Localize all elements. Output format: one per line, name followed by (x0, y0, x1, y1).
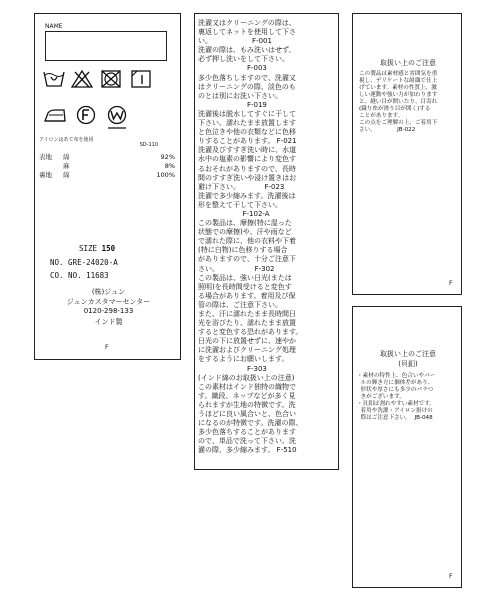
care-code: SD-110 (139, 142, 158, 148)
fold-mark: F (105, 344, 109, 351)
size-value: 150 (101, 244, 116, 253)
customer-center: ジュンカスタマーセンター (66, 298, 151, 306)
material-row: 裏地 綿 100% (39, 171, 175, 179)
country-of-origin: インド製 (94, 318, 123, 326)
fold-mark: F (449, 573, 453, 580)
name-field-box (45, 31, 167, 61)
care-label-shell-button-notice (352, 306, 462, 588)
iron-underline-icon (106, 126, 128, 130)
notice-title: 取扱い上のご注意 (380, 59, 436, 67)
iron-note: アイロンはあて布を使用 (39, 137, 94, 143)
fold-mark: F (449, 280, 453, 287)
notice-body: この製品は素材感と雰囲気を重 視し、デリケートな組織で仕上 げています。素材の性質上、激 しい運動や強い力が加わります と、縫い目が開いたり、目寄れ (織り糸が滑り目が開く)する ことがあります。 この点をご理解の上、ご着用下 さい。 JB-022 (359, 71, 438, 133)
line-dry-shade-icon (131, 70, 151, 88)
care-instructions-text: 洗濯又はクリーニングの際は、 裏返してネットを使用して下さ い。 F-001 洗濯の際は、もみ洗いはせず、 必ず押し洗いをして下さい。 F-003 多少色落ちしますので、洗濯又 はクリーニングの際、淡色のも のとは別にお洗い下さい。 F-019 洗濯後は脱水してすぐに干して 下さい。濡れたまま放置します と色泣きや他の衣類などに色移 りすることがあります。 F-021 洗濯及びすすぎ洗い時に、水道 水中の塩素の影響により変色す るおそれがありますので、長時 間のすすぎ洗いや浸け置きはお 避け下さい。 F-023 洗濯で多少縮みます。洗濯後は 形を整えて干して下さい。 F-102-A この製品は、摩擦(特に湿った 状態での摩擦)や、汗や雨など で濡れた際に、他の衣料や下着 (特に白物)に色移りする場合 がありますので、十分ご注意下 さい。 F-302 この製品は、強い日光(または 照明)を長時間受けると変色す る場合があります。着用及び保 管の際は、ご注意下さい。 また、汗に濡れたまま長時間日 光を浴びたり、濡れたまま放置 すると変色する恐れがあります。 日光の下に放置せずに、速やか に洗濯およびクリーニング処理 をするようにお願いします。 F-303 (インド綿のお取扱い上の注意) この素材はインド独特の織物で す。織段、ネップなどが多く見 られますが生地の特徴です。洗 うほどに良い風合いと、色合い になるのが特徴です。洗濯の際、 多少色落ちすることがあります ので、単品で洗って下さい。洗 濯の際、多少縮みます。 F-510 (198, 19, 303, 455)
care-label-main (34, 13, 181, 360)
name-label: NAME (45, 23, 63, 30)
no-tumble-dry-icon (101, 70, 121, 88)
size-label: SIZE (79, 244, 98, 253)
material-composition (39, 153, 175, 180)
product-number: NO. GRE-24020-A (50, 258, 118, 267)
wet-clean-w-icon (107, 105, 127, 125)
phone-number: 0120-298-133 (83, 307, 134, 315)
notice-title: 取扱い上のご注意 (380, 350, 436, 358)
hand-wash-icon (43, 70, 65, 88)
notice-body: ・素材の特性上、色合いやパー ルの輝き方に個体差があり、 形状や厚さにも多少のバラつ きがございます。 ・貝釦は割れやすい素材です。 着用や洗濯・アイロン掛けの 際はご注意下さい。 JB-048 (357, 373, 436, 421)
care-label-instructions (194, 13, 339, 470)
size-line (79, 244, 115, 253)
notice-subtitle: (貝釦) (398, 360, 418, 368)
iron-medium-icon (43, 107, 67, 123)
dry-clean-f-icon (76, 105, 96, 125)
material-row: 表地 綿 92% (39, 153, 175, 161)
no-bleach-icon (71, 70, 93, 88)
company-name: (株)ジュン (91, 288, 126, 296)
material-row: 麻 8% (63, 162, 175, 170)
care-label-handling-notice (352, 13, 462, 295)
company-number: CO. NO. 11683 (50, 271, 109, 280)
